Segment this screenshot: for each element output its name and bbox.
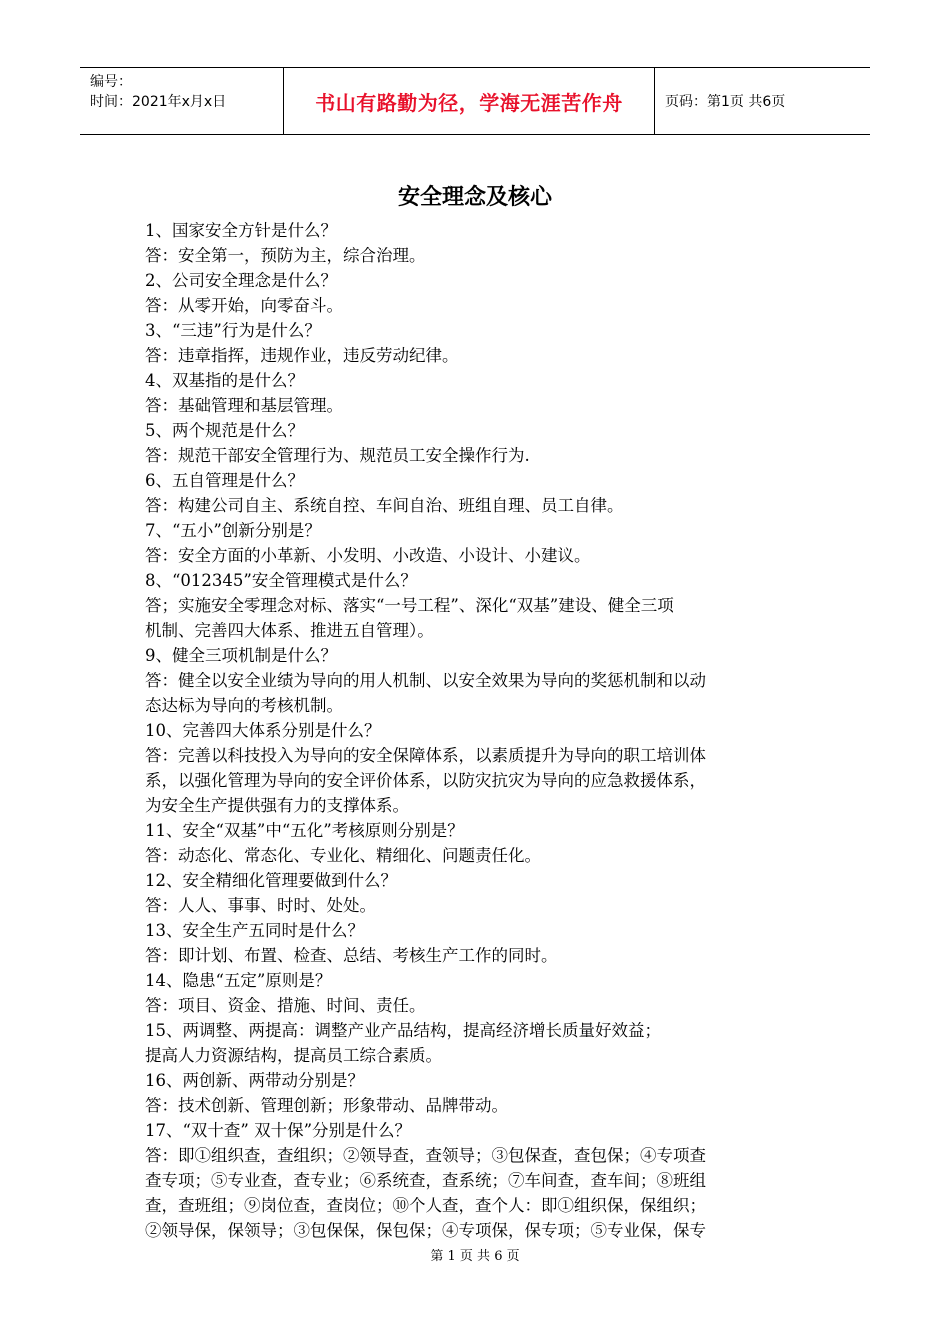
header-info-cell bbox=[80, 68, 283, 134]
text-line: 17、“双十查” 双十保”分别是什么？ bbox=[145, 1121, 412, 1140]
text-line: 答：构建公司自主、系统自控、车间自治、班组自理、员工自律。 bbox=[145, 496, 624, 515]
text-line: 14、隐患“五定”原则是？ bbox=[145, 971, 332, 990]
text-line: 答：即计划、布置、检查、总结、考核生产工作的同时。 bbox=[145, 946, 558, 965]
text-line: 答：规范干部安全管理行为、规范员工安全操作行为. bbox=[145, 446, 530, 465]
header-table bbox=[80, 67, 870, 135]
text-line: 查专项；⑤专业查，查专业；⑥系统查，查系统；⑦车间查，查车间；⑧班组 bbox=[145, 1171, 706, 1190]
text-line: ②领导保，保领导；③包保保，保包保；④专项保，保专项；⑤专业保，保专 bbox=[145, 1221, 706, 1240]
text-line: 查，查班组；⑨岗位查，查岗位；⑩个人查，查个人：即①组织保，保组织； bbox=[145, 1196, 706, 1215]
page-title: 安全理念及核心 bbox=[397, 185, 552, 210]
text-line: 系，以强化管理为导向的安全评价体系，以防灾抗灾为导向的应急救援体系， bbox=[145, 771, 706, 790]
text-line: 答：健全以安全业绩为导向的用人机制、以安全效果为导向的奖惩机制和以动 bbox=[145, 671, 706, 690]
text-line: 15、两调整、两提高：调整产业产品结构，提高经济增长质量好效益； bbox=[145, 1021, 661, 1040]
text-line: 答：基础管理和基层管理。 bbox=[145, 396, 343, 415]
text-line: 11、安全“双基”中“五化”考核原则分别是？ bbox=[145, 821, 464, 840]
text-line: 为安全生产提供强有力的支撑体系。 bbox=[145, 796, 409, 815]
text-line: 10、完善四大体系分别是什么？ bbox=[145, 721, 381, 740]
text-line: 答：安全第一，预防为主，综合治理。 bbox=[145, 246, 426, 265]
text-line: 2、公司安全理念是什么？ bbox=[145, 271, 337, 290]
page-footer: 第 1 页 共 6 页 bbox=[430, 1249, 520, 1264]
document-body bbox=[145, 218, 810, 1243]
document-date-label: 时间：2021年x月x日 bbox=[90, 94, 227, 110]
text-line: 答；实施安全零理念对标、落实“一号工程”、深化“双基”建设、健全三项 bbox=[145, 596, 674, 615]
text-line: 态达标为导向的考核机制。 bbox=[145, 696, 343, 715]
text-line: 9、健全三项机制是什么？ bbox=[145, 646, 337, 665]
text-line: 16、两创新、两带动分别是？ bbox=[145, 1071, 364, 1090]
text-line: 答：人人、事事、时时、处处。 bbox=[145, 896, 376, 915]
text-line: 答：违章指挥，违规作业，违反劳动纪律。 bbox=[145, 346, 459, 365]
text-line: 答：完善以科技投入为导向的安全保障体系，以素质提升为导向的职工培训体 bbox=[145, 746, 706, 765]
text-line: 机制、完善四大体系、推进五自管理）。 bbox=[145, 621, 434, 640]
text-line: 答：从零开始，向零奋斗。 bbox=[145, 296, 343, 315]
text-line: 答：安全方面的小革新、小发明、小改造、小设计、小建议。 bbox=[145, 546, 591, 565]
text-line: 5、两个规范是什么？ bbox=[145, 421, 304, 440]
text-line: 答：动态化、常态化、专业化、精细化、问题责任化。 bbox=[145, 846, 541, 865]
text-line: 13、安全生产五同时是什么？ bbox=[145, 921, 364, 940]
text-line: 12、安全精细化管理要做到什么？ bbox=[145, 871, 397, 890]
text-line: 答：项目、资金、措施、时间、责任。 bbox=[145, 996, 426, 1015]
text-line: 4、双基指的是什么？ bbox=[145, 371, 304, 390]
text-line: 提高人力资源结构，提高员工综合素质。 bbox=[145, 1046, 442, 1065]
header-page-label: 页码：第1页 共6页 bbox=[665, 94, 786, 110]
text-line: 答：即①组织查，查组织；②领导查，查领导；③包保查，查包保；④专项查 bbox=[145, 1146, 706, 1165]
text-line: 答：技术创新、管理创新；形象带动、品牌带动。 bbox=[145, 1096, 508, 1115]
text-line: 1、国家安全方针是什么？ bbox=[145, 221, 337, 240]
text-line: 6、五自管理是什么？ bbox=[145, 471, 304, 490]
text-line: 7、“五小”创新分别是？ bbox=[145, 521, 321, 540]
header-motto: 书山有路勤为径，学海无涯苦作舟 bbox=[283, 68, 655, 134]
text-line: 3、“三违”行为是什么？ bbox=[145, 321, 321, 340]
text-line: 8、“012345”安全管理模式是什么？ bbox=[145, 571, 417, 590]
document-number-label: 编号： bbox=[90, 74, 132, 90]
